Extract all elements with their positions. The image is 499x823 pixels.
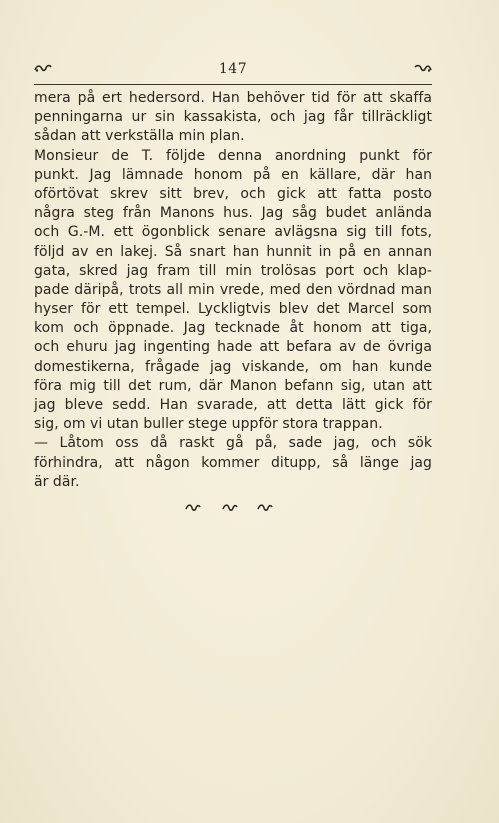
text-line: jag bleve sedd. Han svarade, att detta lätt gick för [34, 397, 432, 413]
text-line: hyser för ett tempel. Lyckligtvis blev det Marcel som [34, 301, 432, 318]
text-line: Monsieur de T. följde denna anordning punkt för [34, 147, 432, 164]
text-line: kom och öppnade. Jag tecknade åt honom att tiga, [34, 320, 432, 337]
text-line: följd av en lakej. Så snart han hunnit in på en annan [34, 243, 432, 260]
text-line: oförtövat skrev sitt brev, och gick att fatta posto [34, 185, 432, 202]
text-line: är där. [34, 473, 80, 490]
text-line: förhindra, att någon kommer ditupp, så länge jag [34, 454, 432, 471]
fleuron-right-icon [414, 63, 432, 73]
fleuron-icon [222, 503, 238, 512]
page-header [34, 60, 432, 85]
body-text [34, 89, 432, 492]
text-line: och G.-M. ett ögonblick senare avlägsna sig till fots, [34, 224, 432, 241]
text-line: några steg från Manons hus. Jag såg budet anlända [34, 205, 432, 222]
text-line: föra mig till det rum, där Manon befann sig, utan att [34, 377, 432, 394]
text-line: gata, skred jag fram till min trolösas port och klap- [34, 262, 432, 279]
fleuron-icon [185, 503, 201, 512]
text-line: pade däripå, trots all min vrede, med den vördnad man [34, 281, 432, 298]
text-line: punkt. Jag lämnade honom på en källare, där han [34, 166, 432, 183]
text-line: och ehuru jag ingenting hade att befara av de övriga [34, 339, 432, 356]
text-line: — Låtom oss då raskt gå på, sade jag, och sök [34, 435, 432, 452]
text-line: domestikerna, frågade jag viskande, om han kunde [34, 358, 432, 375]
page-number: 147 [218, 61, 248, 77]
fleuron-icon [257, 503, 273, 512]
text-line: sådan att verkställa min plan. [34, 128, 245, 145]
text-line: mera på ert hedersord. Han behöver tid för att skaffa [34, 90, 432, 106]
text-line: penningarna ur sin kassakista, och jag får tillräckligt [34, 109, 432, 126]
text-line: sig, om vi utan buller stege uppför stora trappan. [34, 416, 383, 433]
section-end-ornaments [185, 503, 275, 515]
